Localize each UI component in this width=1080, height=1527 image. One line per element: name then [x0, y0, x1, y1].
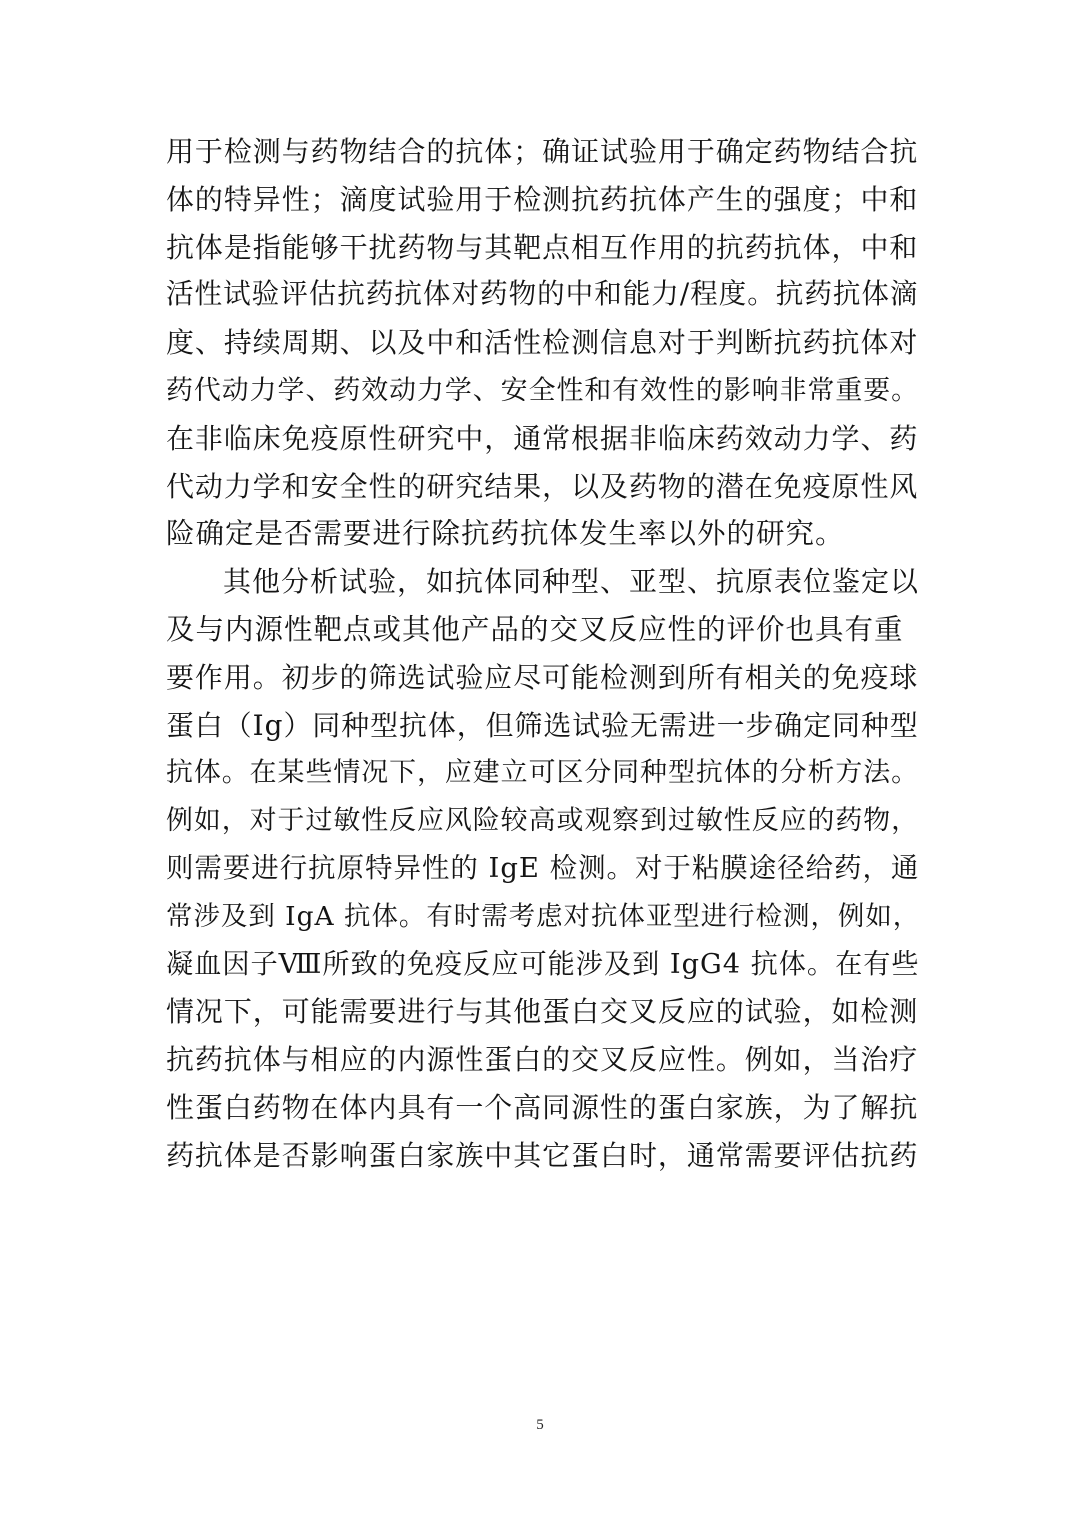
text-line: 抗体是指能够干扰药物与其靶点相互作用的抗药抗体，中和	[166, 230, 919, 264]
text-line: 度、持续周期、以及中和活性检测信息对于判断抗药抗体对	[166, 326, 919, 360]
text-line: 活性试验评估抗药抗体对药物的中和能力/程度。抗药抗体滴	[166, 278, 919, 311]
paragraph-1	[166, 128, 926, 558]
text-line: 在非临床免疫原性研究中，通常根据非临床药效动力学、药	[166, 421, 919, 455]
text-line: 用于检测与药物结合的抗体；确证试验用于确定药物结合抗	[166, 135, 919, 168]
page-number: 5	[536, 1417, 544, 1433]
text-line: 情况下，可能需要进行与其他蛋白交叉反应的试验，如检测	[166, 995, 919, 1029]
text-line: 蛋白（Ig）同种型抗体，但筛选试验无需进一步确定同种型	[166, 708, 919, 742]
text-line: 抗体。在某些情况下，应建立可区分同种型抗体的分析方法。	[166, 757, 920, 789]
text-line: 常涉及到 IgA 抗体。有时需考虑对抗体亚型进行检测，例如，	[166, 900, 921, 932]
text-line: 要作用。初步的筛选试验应尽可能检测到所有相关的免疫球	[166, 660, 919, 694]
text-line: 其他分析试验，如抗体同种型、亚型、抗原表位鉴定以	[223, 565, 920, 599]
text-line: 性蛋白药物在体内具有一个高同源性的蛋白家族，为了解抗	[166, 1090, 919, 1124]
text-line: 则需要进行抗原特异性的 IgE 检测。对于粘膜途径给药，通	[166, 852, 920, 884]
text-line: 体的特异性；滴度试验用于检测抗药抗体产生的强度；中和	[166, 182, 919, 216]
text-line: 代动力学和安全性的研究结果，以及药物的潜在免疫原性风	[166, 469, 919, 503]
text-line: 药代动力学、药效动力学、安全性和有效性的影响非常重要。	[166, 374, 920, 406]
text-line: 凝血因子Ⅷ所致的免疫反应可能涉及到 IgG4 抗体。在有些	[166, 948, 920, 980]
text-line: 险确定是否需要进行除抗药抗体发生率以外的研究。	[166, 517, 845, 551]
text-line: 抗药抗体与相应的内源性蛋白的交叉反应性。例如，当治疗	[166, 1043, 919, 1077]
paragraph-2	[166, 558, 926, 1179]
text-line: 例如，对于过敏性反应风险较高或观察到过敏性反应的药物，	[166, 805, 920, 837]
text-line: 药抗体是否影响蛋白家族中其它蛋白时，通常需要评估抗药	[166, 1138, 919, 1172]
text-line: 及与内源性靶点或其他产品的交叉反应性的评价也具有重	[166, 612, 904, 646]
body-text	[166, 128, 926, 1180]
